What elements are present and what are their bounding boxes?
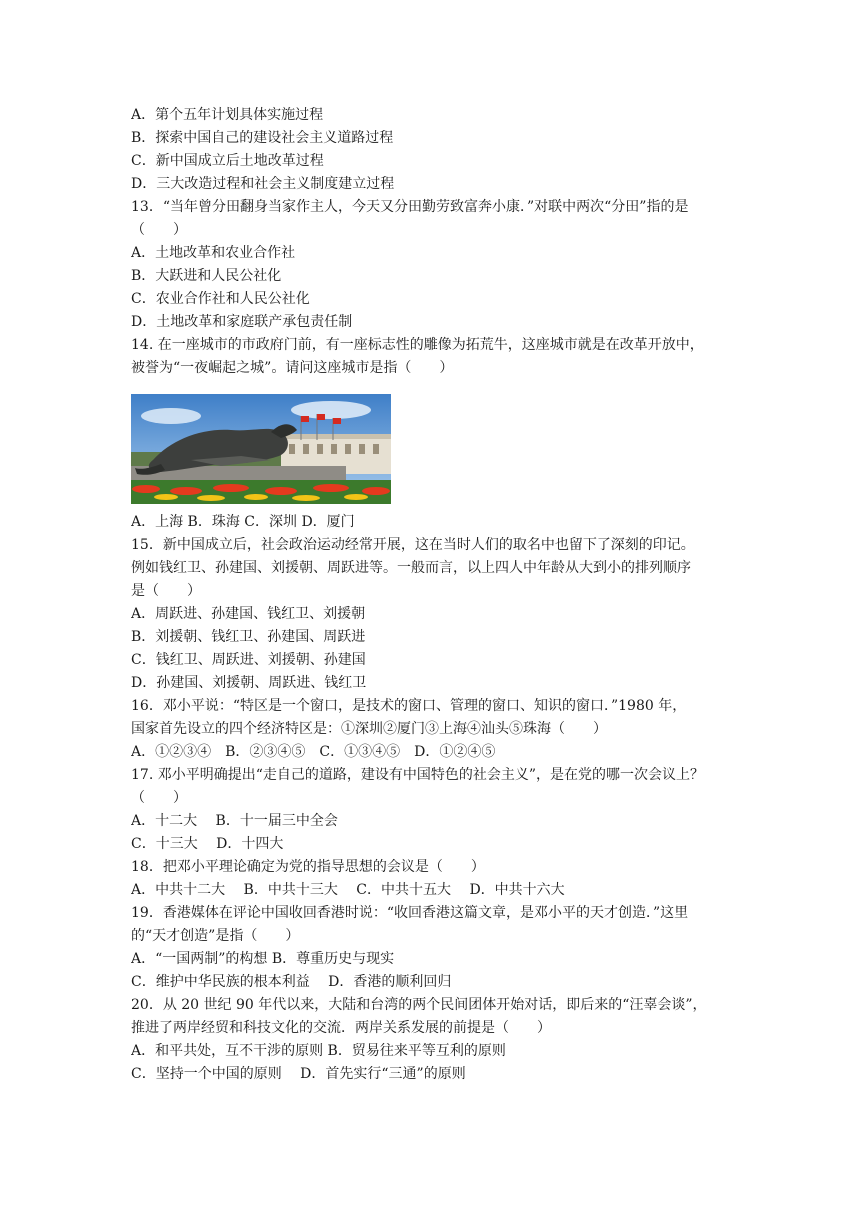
option-c: C．新中国成立后土地改革过程 [131,153,324,169]
options-row: A．和平共处，互不干涉的原则 B．贸易往来平等互利的原则 [131,1043,506,1059]
question-stem: 例如钱红卫、孙建国、刘援朝、周跃进等。一般而言，以上四人中年龄从大到小的排列顺序 [131,560,691,576]
question-stem: 13．“当年曾分田翻身当家作主人，今天又分田勤劳致富奔小康．”对联中两次“分田”指的是 [131,199,689,215]
question-stem: 15．新中国成立后，社会政治运动经常开展，这在当时人们的取名中也留下了深刻的印记。 [131,537,695,553]
question-20 [131,994,731,1086]
question-14 [131,334,731,534]
options-row: A．十二大 B．十一届三中全会 [131,813,338,829]
options-row: A．①②③④ B．②③④⑤ C．①③④⑤ D．①②④⑤ [131,744,496,760]
pioneer-bull-statue-image [131,394,391,504]
option-a: A．第个五年计划具体实施过程 [131,107,324,123]
options-row: C．维护中华民族的根本利益 D．香港的顺利回归 [131,974,452,990]
question-stem: （ ） [131,222,187,238]
question-15 [131,534,731,695]
option-b: B．探索中国自己的建设社会主义道路过程 [131,130,394,146]
options-row: A．中共十二大 B．中共十三大 C．中共十五大 D．中共十六大 [131,882,565,898]
question-stem: （ ） [131,790,187,806]
question-stem: 20．从 20 世纪 90 年代以来，大陆和台湾的两个民间团体开始对话，即后来的“汪辜会谈”， [131,997,707,1013]
question-stem: 14. 在一座城市的市政府门前，有一座标志性的雕像为拓荒牛，这座城市就是在改革开放中， [131,337,704,353]
question-12-options [131,104,731,196]
option-a: A．周跃进、孙建国、钱红卫、刘援朝 [131,606,366,622]
option-a: A．土地改革和农业合作社 [131,245,296,261]
question-stem: 的“天才创造”是指（ ） [131,928,300,944]
question-stem: 18．把邓小平理论确定为党的指导思想的会议是（ ） [131,859,485,875]
option-d: D．三大改造过程和社会主义制度建立过程 [131,176,395,192]
options-row: C．十三大 D．十四大 [131,836,284,852]
option-b: B．刘援朝、钱红卫、孙建国、周跃进 [131,629,366,645]
options-row: A．“一国两制”的构想 B．尊重历史与现实 [131,951,395,967]
question-16 [131,695,731,764]
option-d: D．孙建国、刘援朝、周跃进、钱红卫 [131,675,367,691]
question-stem: 国家首先设立的四个经济特区是：①深圳②厦门③上海④汕头⑤珠海（ ） [131,721,607,737]
option-c: C．农业合作社和人民公社化 [131,291,310,307]
option-d: D．土地改革和家庭联产承包责任制 [131,314,353,330]
question-stem: 16．邓小平说：“特区是一个窗口，是技术的窗口、管理的窗口、知识的窗口．”1980 年， [131,698,687,714]
question-stem: 17. 邓小平明确提出“走自己的道路，建设有中国特色的社会主义”，是在党的哪一次会议上？ [131,767,705,783]
options-row: C．坚持一个中国的原则 D．首先实行“三通”的原则 [131,1066,466,1082]
question-19 [131,902,731,994]
question-18 [131,856,731,902]
question-stem: 推进了两岸经贸和科技文化的交流．两岸关系发展的前提是（ ） [131,1020,551,1036]
question-stem: 是（ ） [131,583,201,599]
options-row: A．上海 B．珠海 C．深圳 D．厦门 [131,514,355,530]
option-c: C．钱红卫、周跃进、刘援朝、孙建国 [131,652,366,668]
question-13 [131,196,731,334]
question-stem: 19．香港媒体在评论中国收回香港时说：“收回香港这篇文章，是邓小平的天才创造．”这里 [131,905,689,921]
question-17 [131,764,731,856]
question-stem: 被誉为“一夜崛起之城”。请问这座城市是指（ ） [131,360,454,376]
pioneer-bull-statue-photo [131,394,391,504]
exam-page [131,104,731,1086]
option-b: B．大跃进和人民公社化 [131,268,282,284]
